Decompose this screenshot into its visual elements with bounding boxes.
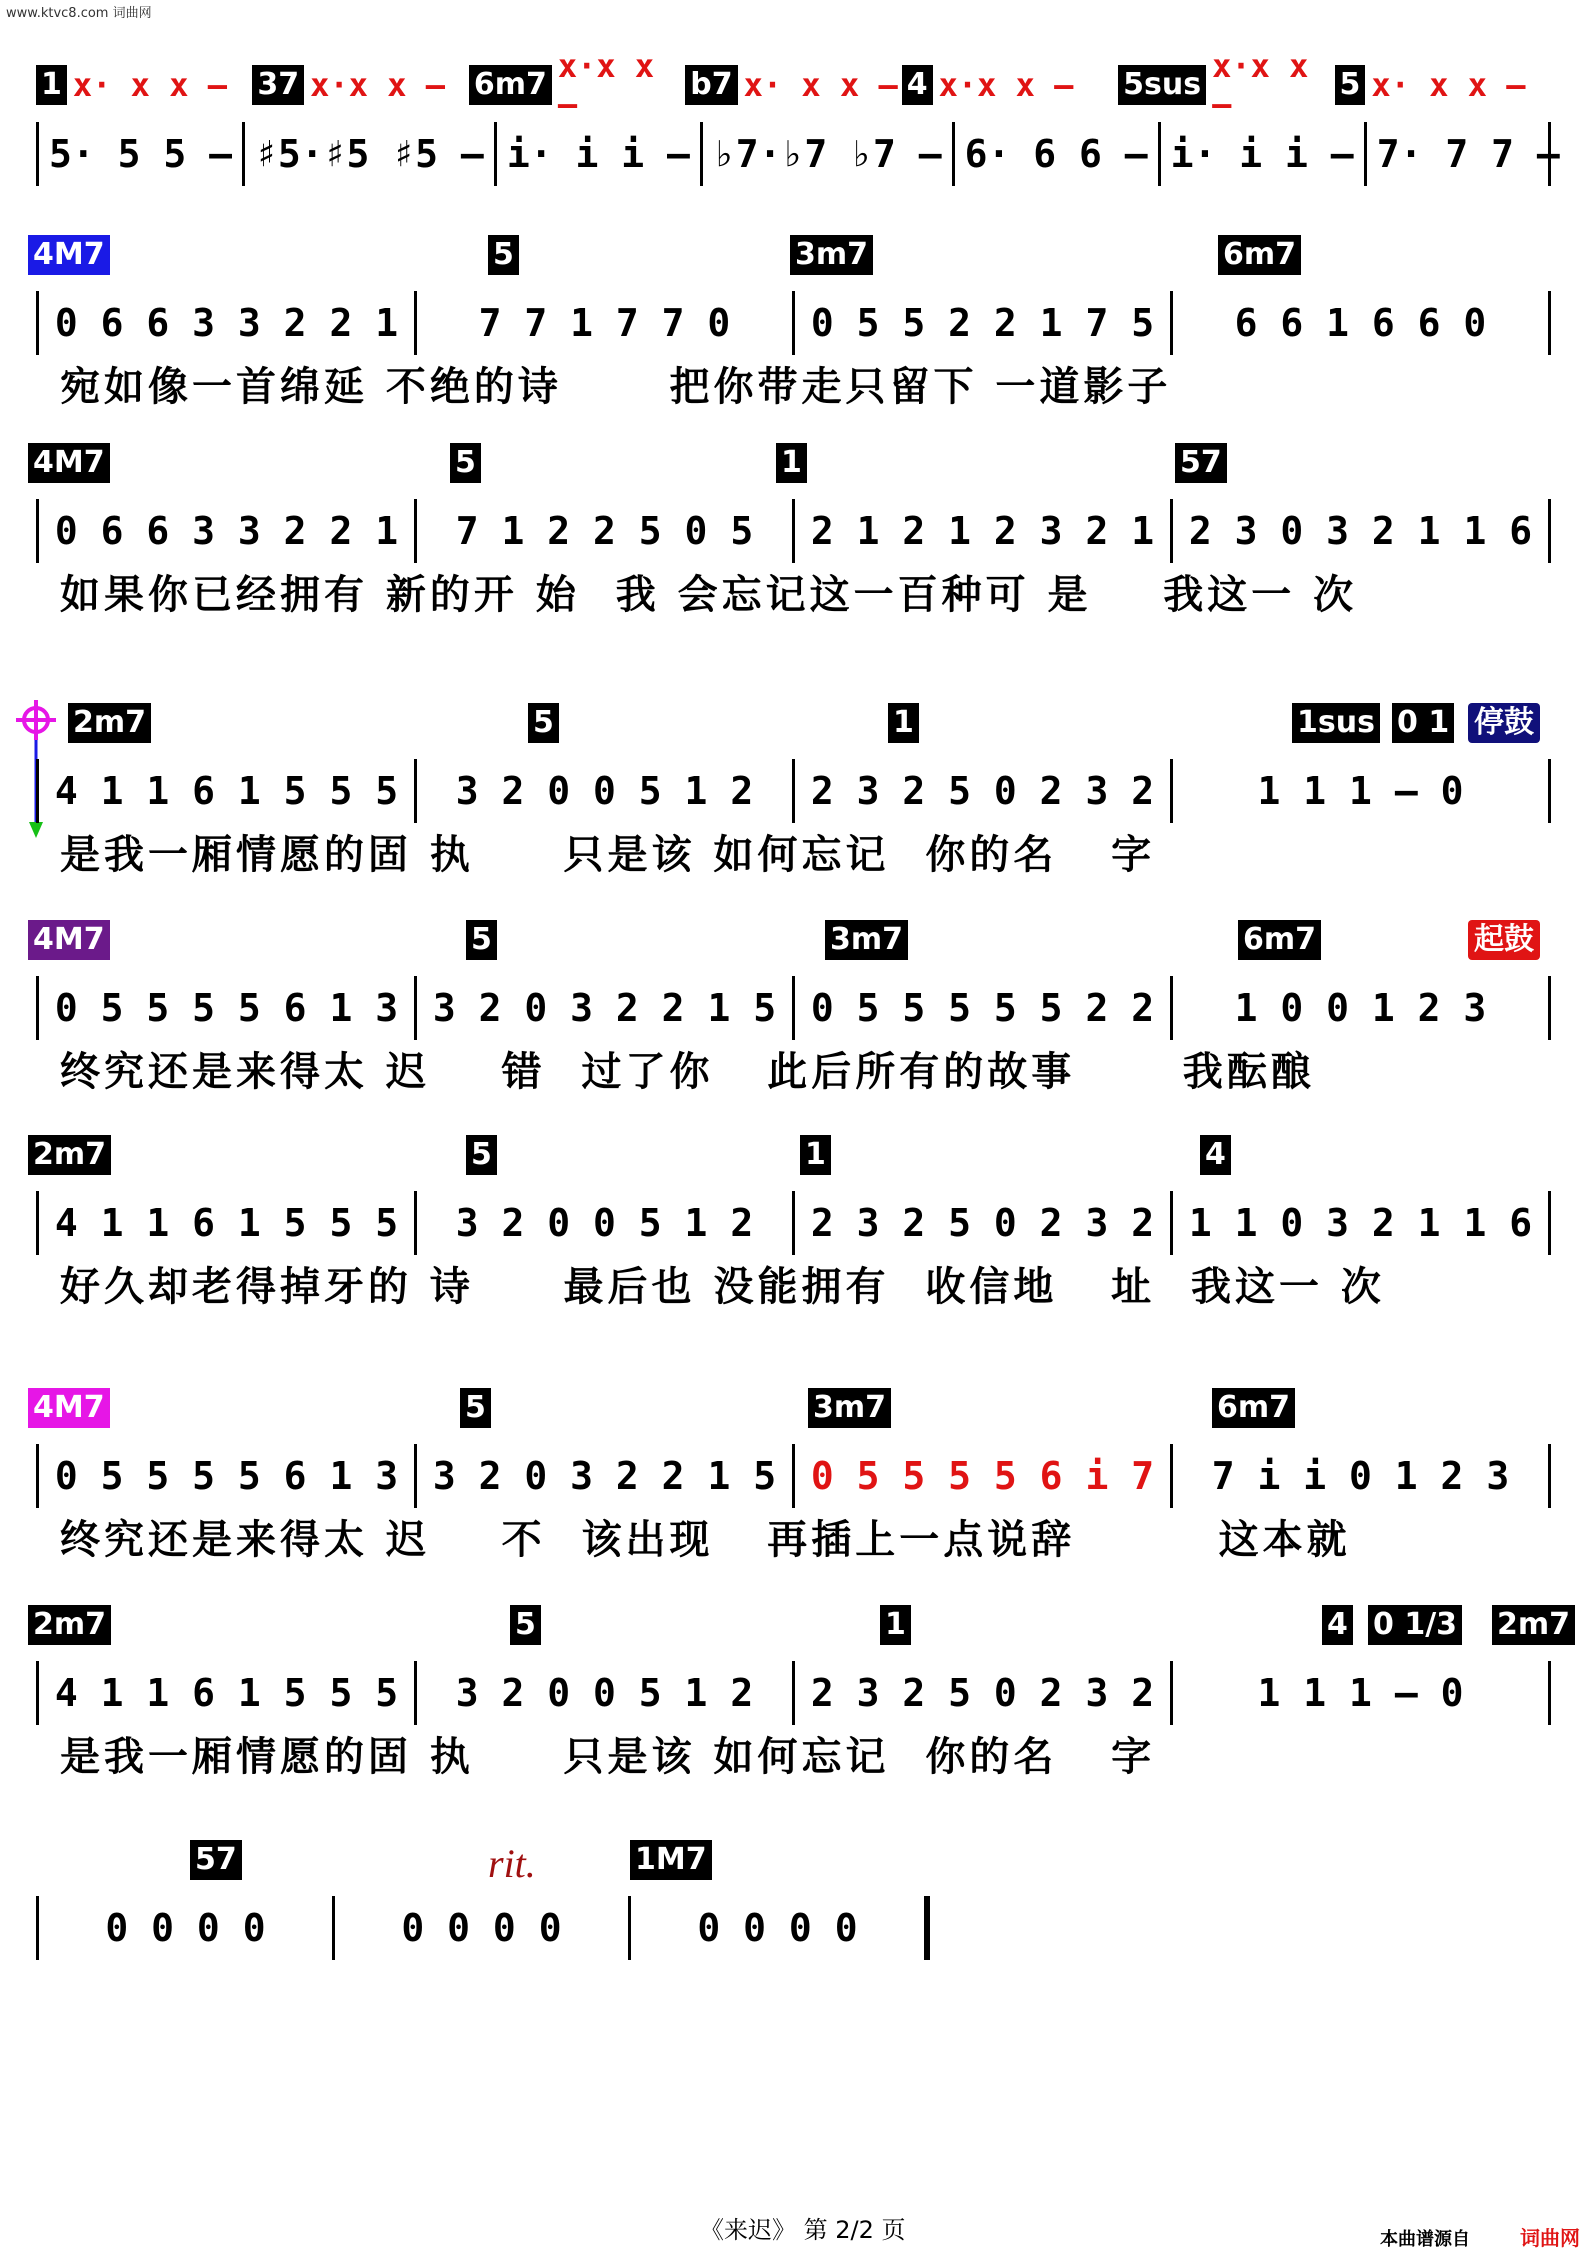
chord-label: 4: [902, 65, 933, 105]
chord-label: 5: [1335, 65, 1366, 105]
intro-cell: [1118, 47, 1334, 123]
intro-cell: [902, 60, 1118, 110]
chord-label: 4: [1322, 1605, 1353, 1645]
intro-cell: [252, 60, 468, 110]
intro-cell: [36, 60, 252, 110]
watermark: www.ktvc8.com 词曲网: [6, 6, 152, 21]
measure: 0 5 5 5 5 6 1 3: [54, 986, 399, 1030]
measure: 3 2 0 0 5 1 2: [414, 759, 792, 823]
rhythm-x: x·x x –: [310, 66, 446, 104]
measure: 0 5 5 5 5 6 i 7: [792, 1444, 1170, 1508]
chord-label: 4M7: [28, 920, 110, 960]
chord-label: 3m7: [825, 920, 908, 960]
measure: 3 2 0 3 2 2 1 5: [414, 1444, 792, 1508]
measure: 4 1 1 6 1 5 5 5: [54, 1671, 399, 1715]
chord-label: 57: [190, 1840, 242, 1880]
measure: 2 1 2 1 2 3 2 1: [792, 499, 1170, 563]
notes-staff: [36, 291, 1551, 355]
measure: 7· 7 7 –: [1364, 122, 1570, 186]
chord-label: 6m7: [1218, 235, 1301, 275]
measure: 0 5 5 5 5 5 2 2: [792, 976, 1170, 1040]
rhythm-x: x·x x –: [1212, 47, 1309, 123]
chord-label: 6m7: [469, 65, 552, 105]
chord-label: 5sus: [1118, 65, 1206, 105]
lyric-line: 好久却老得掉牙的 诗 最后也 没能拥有 收信地 址 我这一 次: [60, 1264, 1385, 1310]
lyric-line: 是我一厢情愿的固 执 只是该 如何忘记 你的名 字: [60, 1734, 1156, 1780]
lyric-line: 是我一厢情愿的固 执 只是该 如何忘记 你的名 字: [60, 832, 1156, 878]
notes-staff: [36, 1661, 1551, 1725]
chord-label: 4M7: [28, 235, 110, 275]
intro-cell: [685, 60, 901, 110]
chord-label: 6m7: [1212, 1388, 1295, 1428]
measure: 4 1 1 6 1 5 5 5: [54, 769, 399, 813]
tag-start-drum: 起鼓: [1468, 920, 1540, 960]
measure: 0 0 0 0: [332, 1896, 628, 1960]
source-note: 本曲谱源自: [1380, 2229, 1470, 2250]
chord-label: 1: [776, 443, 807, 483]
notes-staff: [36, 122, 1560, 186]
notes-staff: [36, 1191, 1551, 1255]
chord-label: 5: [460, 1388, 491, 1428]
measure: 7 1 2 2 5 0 5: [414, 499, 792, 563]
lyric-line: 宛如像一首绵延 不绝的诗 把你带走只留下 一道影子: [60, 364, 1172, 410]
chord-label: 5: [466, 920, 497, 960]
chord-label: 3m7: [790, 235, 873, 275]
chord-label: 1: [888, 703, 919, 743]
measure: 2 3 2 5 0 2 3 2: [792, 759, 1170, 823]
rhythm-x: x·x x –: [557, 47, 655, 123]
rhythm-x: x· x x –: [72, 66, 227, 104]
notes-staff: [36, 499, 1551, 563]
measure: 3 2 0 0 5 1 2: [414, 1191, 792, 1255]
measure: 7 7 1 7 7 0: [414, 291, 792, 355]
measure: 3 2 0 3 2 2 1 5: [414, 976, 792, 1040]
measure: i· i i –: [1158, 122, 1364, 186]
tag-stop-drum: 停鼓: [1468, 703, 1540, 743]
chord-label: 1sus: [1292, 703, 1380, 743]
rhythm-x: x· x x –: [1371, 66, 1526, 104]
brand-logo: 词曲网: [1520, 2226, 1580, 2250]
chord-label: 5: [450, 443, 481, 483]
measure: 0 5 5 2 2 1 7 5: [792, 291, 1170, 355]
notes-staff: [36, 1444, 1551, 1508]
intro-cell: [469, 47, 685, 123]
chord-label: 4M7: [28, 443, 110, 483]
chord-label: 5: [528, 703, 559, 743]
measure: 0 6 6 3 3 2 2 1: [54, 509, 399, 553]
measure: i· i i –: [494, 122, 700, 186]
measure: ♯5·♯5 ♯5 –: [242, 122, 494, 186]
measure: 5· 5 5 –: [49, 132, 233, 176]
ritardando-mark: rit.: [488, 1841, 536, 1886]
chord-label: 2m7: [28, 1135, 111, 1175]
measure: 0 0 0 0: [628, 1896, 924, 1960]
measure: 1 1 1 – 0: [1170, 1661, 1548, 1725]
measure: 1 0 0 1 2 3: [1170, 976, 1548, 1040]
measure: 3 2 0 0 5 1 2: [414, 1661, 792, 1725]
notes-staff: [36, 976, 1551, 1040]
chord-label: 1: [36, 65, 67, 105]
lyric-line: 如果你已经拥有 新的开 始 我 会忘记这一百种可 是 我这一 次: [60, 572, 1358, 618]
chord-label: 57: [1175, 443, 1227, 483]
measure: 1 1 1 – 0: [1170, 759, 1548, 823]
chord-label: 2m7: [1492, 1605, 1575, 1645]
measure: 4 1 1 6 1 5 5 5: [54, 1201, 399, 1245]
chord-label: 6m7: [1238, 920, 1321, 960]
lyric-line: 终究还是来得太 迟 不 该出现 再插上一点说辞 这本就: [60, 1517, 1351, 1563]
intro-cell: [1335, 60, 1551, 110]
measure: 6 6 1 6 6 0: [1170, 291, 1548, 355]
lyric-line: 终究还是来得太 迟 错 过了你 此后所有的故事 我酝酿: [60, 1049, 1315, 1095]
page-footer: 《来迟》 第 2/2 页: [700, 2216, 906, 2244]
chord-label: b7: [685, 65, 737, 105]
chord-label: 4M7: [28, 1388, 110, 1428]
chord-label: 1: [800, 1135, 831, 1175]
chord-label: 1M7: [630, 1840, 712, 1880]
chord-label: 0 1/3: [1368, 1605, 1462, 1645]
measure: 0 0 0 0: [105, 1906, 266, 1950]
chord-label: 5: [466, 1135, 497, 1175]
chord-label: 37: [252, 65, 304, 105]
chord-label: 5: [510, 1605, 541, 1645]
chord-label: 3m7: [808, 1388, 891, 1428]
measure: 2 3 2 5 0 2 3 2: [792, 1661, 1170, 1725]
chord-label: 0 1: [1392, 703, 1454, 743]
chord-label: 5: [488, 235, 519, 275]
notes-staff: [36, 759, 1551, 823]
chord-label: 2m7: [68, 703, 151, 743]
measure: 0 6 6 3 3 2 2 1: [54, 301, 399, 345]
measure: 0 5 5 5 5 6 1 3: [54, 1454, 399, 1498]
chord-label: 4: [1200, 1135, 1231, 1175]
rhythm-x: x· x x –: [743, 66, 898, 104]
measure: 6· 6 6 –: [952, 122, 1158, 186]
chord-label: 2m7: [28, 1605, 111, 1645]
final-barline: [924, 1896, 930, 1960]
measure: 1 1 0 3 2 1 1 6: [1170, 1191, 1548, 1255]
measure: 2 3 0 3 2 1 1 6: [1170, 499, 1548, 563]
measure: ♭7·♭7 ♭7 –: [700, 122, 952, 186]
measure: 2 3 2 5 0 2 3 2: [792, 1191, 1170, 1255]
notes-staff: [36, 1896, 924, 1960]
chord-label: 1: [880, 1605, 911, 1645]
rhythm-x: x·x x –: [938, 66, 1074, 104]
measure: 7 i i 0 1 2 3: [1170, 1444, 1548, 1508]
